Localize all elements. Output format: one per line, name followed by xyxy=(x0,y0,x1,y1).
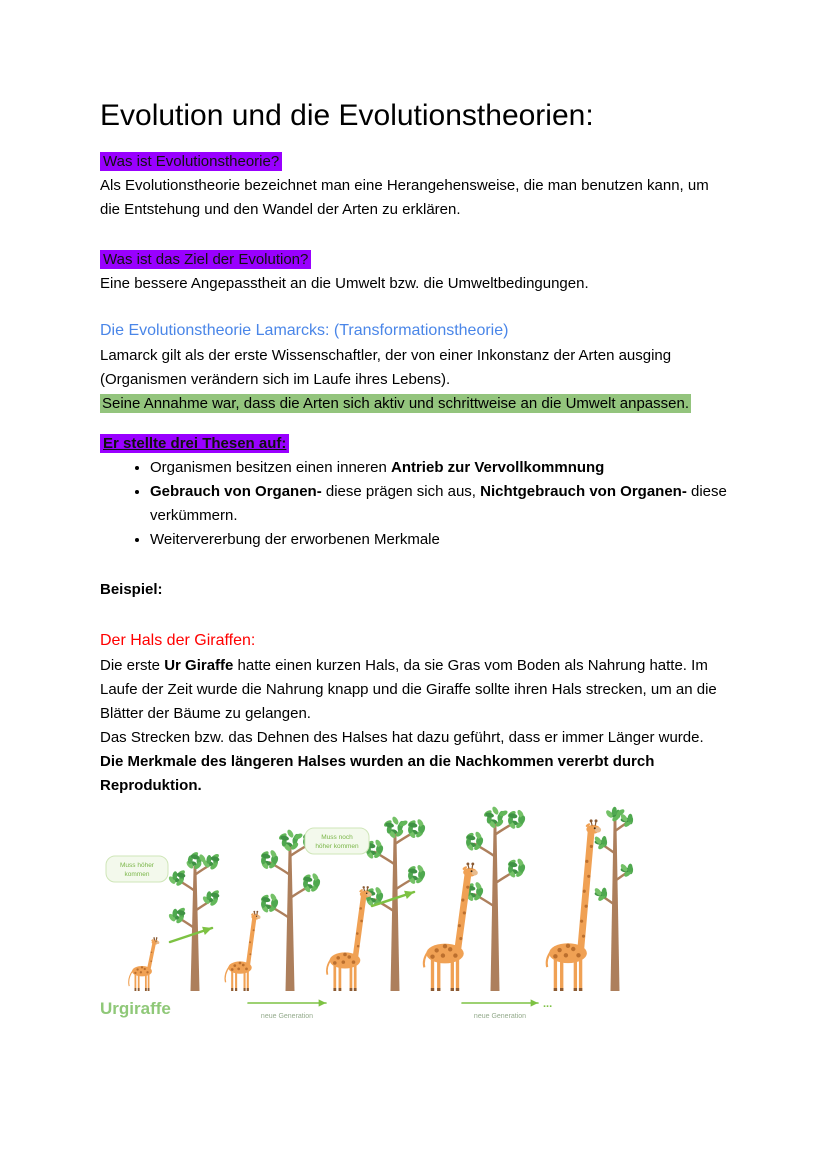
theses-list xyxy=(100,456,728,552)
document-content xyxy=(100,0,728,1038)
beispiel-label: Beispiel: xyxy=(100,581,163,598)
speech-bubble-text: Muss noch xyxy=(321,834,353,841)
thesis-bold-text: Gebrauch von Organen- xyxy=(150,483,322,500)
heading-was-ist-evolutionstheorie xyxy=(100,150,728,174)
urgiraffe-label: Urgiraffe xyxy=(100,999,171,1018)
speech-bubble-text: höher kommen xyxy=(315,843,359,850)
heading-hals-der-giraffen: Der Hals der Giraffen: xyxy=(100,632,256,649)
thesis-bold-text: Nichtgebrauch von Organen- xyxy=(480,483,687,500)
speech-bubble-1 xyxy=(106,856,168,882)
heading-drei-thesen xyxy=(100,432,728,456)
purple-highlight: Was ist das Ziel der Evolution? xyxy=(100,250,311,269)
illustration-art xyxy=(129,806,633,1007)
purple-highlight-underlined: Er stellte drei Thesen auf: xyxy=(100,434,289,453)
list-item xyxy=(150,480,728,528)
list-item xyxy=(150,528,728,552)
heading-lamarck: Die Evolutionstheorie Lamarcks: (Transformationstheorie) xyxy=(100,322,509,339)
paragraph-evolutionstheorie: Als Evolutionstheorie bezeichnet man eine Herangehensweise, die man benutzen kann, um die Entstehung und den Wandel der Arten zu erklären. xyxy=(100,177,709,218)
thesis-bold-text: Antrieb zur Vervollkommnung xyxy=(390,459,605,476)
bold-text: Ur Giraffe xyxy=(164,657,234,674)
paragraph-lamarck: Lamarck gilt als der erste Wissenschaftler, der von einer Inkonstanz der Arten ausging (Organismen verändern sich im Laufe ihres Lebens). xyxy=(100,347,672,388)
speech-bubble-shape xyxy=(106,856,168,882)
speech-bubble-2 xyxy=(305,828,369,854)
neue-generation-label-1: neue Generation xyxy=(260,1013,314,1020)
paragraph-giraffe-2: Das Strecken bzw. das Dehnen des Halses hat dazu geführt, dass er immer Länger wurde. xyxy=(100,729,704,746)
thesis-text: diese verkümmern. xyxy=(150,483,727,524)
body-text: Die erste xyxy=(100,657,165,674)
page-title: Evolution und die Evolutionstheorien: xyxy=(100,99,594,132)
neue-generation-label-2: neue Generation xyxy=(473,1013,527,1020)
heading-ziel-der-evolution xyxy=(100,248,728,272)
giraffe-evolution-illustration xyxy=(100,806,728,1038)
list-item xyxy=(150,456,728,480)
body-text: hatte einen kurzen Hals, da sie Gras vom Boden als Nahrung hatte. Im Laufe der Zeit wurde die Nahrung knapp und die Giraffe sollte ihren Hals strecken, um an die Blätter der Bäume zu gelangen. xyxy=(100,657,717,722)
speech-bubble-shape xyxy=(305,828,369,854)
green-highlight: Seine Annahme war, dass die Arten sich aktiv und schrittweise an die Umwelt anpassen. xyxy=(102,395,689,412)
thesis-text: Weitervererbung der erworbenen Merkmale xyxy=(150,531,440,548)
paragraph-ziel: Eine bessere Angepasstheit an die Umwelt bzw. die Umweltbedingungen. xyxy=(100,275,589,292)
ellipsis-label: ... xyxy=(543,998,553,1010)
thesis-text: Organismen besitzen einen inneren xyxy=(150,459,391,476)
purple-highlight: Was ist Evolutionstheorie? xyxy=(100,152,282,171)
speech-bubble-text: Muss höher xyxy=(120,862,154,869)
speech-bubble-text: kommen xyxy=(124,871,150,878)
thesis-text: diese prägen sich aus, xyxy=(321,483,481,500)
giraffe-evolution-svg xyxy=(100,806,645,1038)
paragraph-lamarck-annahme xyxy=(100,392,728,416)
paragraph-giraffe-1 xyxy=(100,654,728,726)
paragraph-giraffe-3-bold: Die Merkmale des längeren Halses wurden an die Nachkommen vererbt durch Reproduktion. xyxy=(100,753,655,794)
